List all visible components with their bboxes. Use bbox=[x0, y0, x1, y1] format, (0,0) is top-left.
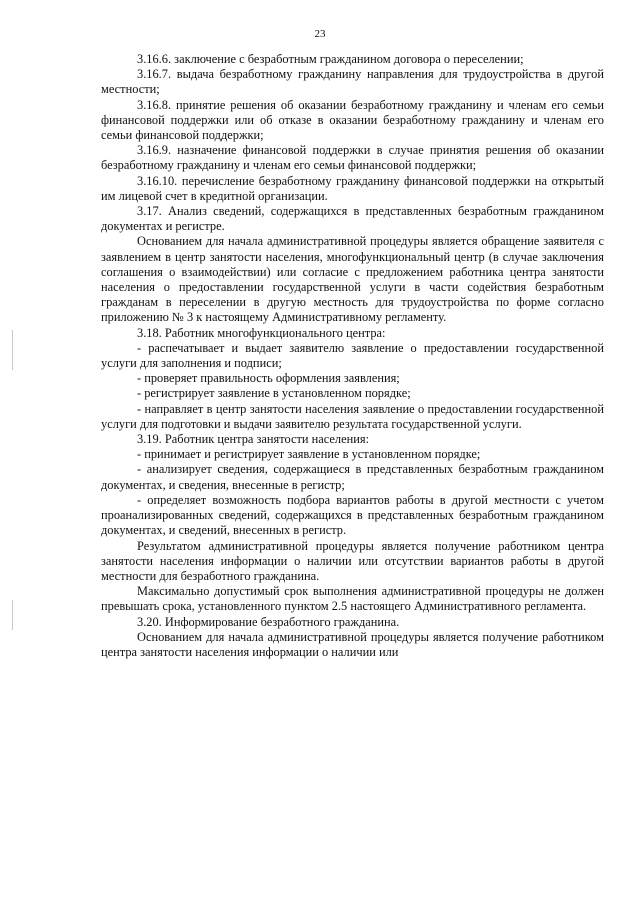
list-item: - распечатывает и выдает заявителю заявление о предоставлении государственной услуги для заполнения и подписи; bbox=[101, 340, 604, 371]
list-item: - проверяет правильность оформления заявления; bbox=[137, 371, 400, 386]
list-item: - принимает и регистрирует заявление в установленном порядке; bbox=[137, 447, 481, 462]
scan-margin-mark bbox=[12, 330, 13, 370]
list-item: - анализирует сведения, содержащиеся в представленных безработным гражданином документах, и сведения, внесенные в регистр; bbox=[101, 462, 604, 492]
paragraph: 3.17. Анализ сведений, содержащихся в представленных безработным гражданином документах и регистре. bbox=[101, 204, 604, 234]
paragraph: Максимально допустимый срок выполнения административной процедуры не должен превышать срока, установленного пунктом 2.5 настоящего Административного регламента. bbox=[101, 584, 604, 614]
paragraph: Результатом административной процедуры является получение работником центра занятости населения информации о наличии или отсутствии вариантов работы в другой местности для безработного гражданина. bbox=[101, 538, 604, 583]
page-number: 23 bbox=[314, 28, 326, 40]
paragraph: 3.16.7. выдача безработному гражданину направления для трудоустройства в другой местности; bbox=[101, 67, 604, 97]
paragraph: Основанием для начала административной процедуры является получение работником центра занятости населения информации о наличии или bbox=[101, 629, 604, 659]
paragraph: 3.18. Работник многофункционального центра: bbox=[137, 325, 386, 340]
paragraph: 3.16.9. назначение финансовой поддержки в случае принятия решения об оказании безработному гражданину и членам его семьи финансовой поддержки; bbox=[101, 143, 604, 173]
paragraph: 3.16.10. перечисление безработному гражданину финансовой поддержки на открытый им лицевой счет в кредитной организации. bbox=[101, 173, 604, 203]
list-item: - направляет в центр занятости населения заявление о предоставлении государственной услуги для подготовки и выдачи заявителю результата государственной услуги. bbox=[101, 401, 604, 431]
list-item: - определяет возможность подбора вариантов работы в другой местности с учетом проанализированных сведений, содержащихся в представленных безработным гражданином документах, и сведений, внесенных в регистр. bbox=[101, 492, 604, 538]
paragraph: Основанием для начала административной процедуры является обращение заявителя с заявлением в центр занятости населения, многофункциональный центр (в случае заключения соглашения о взаимодействии) или согласие с предложением работника центра занятости населения о предоставлении государственной услуги в части содействия безработным гражданам в переселении в другую местность для трудоустройства по форме согласно приложению № 3 к настоящему Административному регламенту. bbox=[101, 234, 604, 325]
paragraph: 3.20. Информирование безработного гражданина. bbox=[137, 614, 400, 629]
paragraph: 3.19. Работник центра занятости населения: bbox=[137, 432, 370, 447]
paragraph: 3.16.8. принятие решения об оказании безработному гражданину и членам его семьи финансовой поддержки или об отказе в оказании безработному гражданину и членам его семьи финансовой поддержки; bbox=[101, 97, 604, 143]
paragraph: 3.16.6. заключение с безработным гражданином договора о переселении; bbox=[137, 52, 524, 66]
scan-margin-mark bbox=[12, 600, 13, 630]
document-body bbox=[101, 52, 604, 660]
list-item: - регистрирует заявление в установленном порядке; bbox=[137, 386, 411, 401]
